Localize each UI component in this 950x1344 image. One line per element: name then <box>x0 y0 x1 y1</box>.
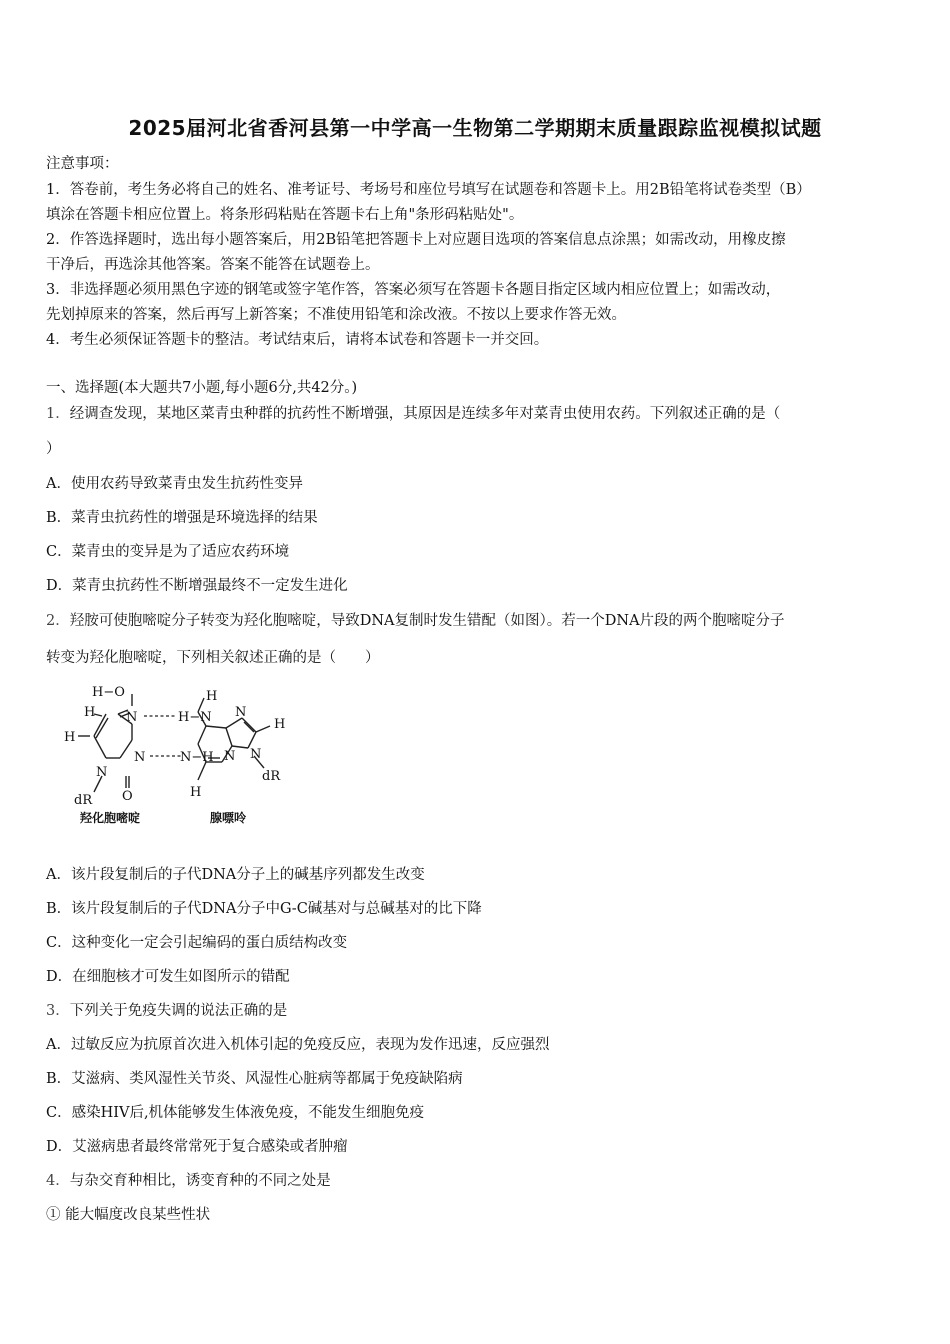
question-1-option-a: A．使用农药导致菜青虫发生抗药性变异 <box>46 476 303 492</box>
question-2-option-b: B．该片段复制后的子代DNA分子中G-C碱基对与总碱基对的比下降 <box>46 901 482 917</box>
question-text: 与杂交育种相比，诱变育种的不同之处是 <box>69 1173 331 1189</box>
atom-label: N−H <box>180 750 214 765</box>
question-4-stem <box>46 1169 331 1190</box>
notice-line: 先划掉原来的答案，然后再写上新答案；不准使用铅笔和涂改液。不按以上要求作答无效。 <box>46 307 626 323</box>
question-2-option-d: D．在细胞核才可发生如图所示的错配 <box>46 969 290 985</box>
atom-label: dR <box>74 793 93 808</box>
question-3-option-b: B．艾滋病、类风湿性关节炎、风湿性心脏病等都属于免疫缺陷病 <box>46 1071 463 1087</box>
question-2-option-a: A．该片段复制后的子代DNA分子上的碱基序列都发生改变 <box>46 867 425 883</box>
atom-label: N <box>224 749 236 764</box>
atom-label: H−N <box>178 710 212 725</box>
notice-line: 2．作答选择题时，选出每小题答案后，用2B铅笔把答题卡上对应题目选项的答案信息点涂黑；如需改动，用橡皮擦 <box>46 232 786 248</box>
question-text: 下列关于免疫失调的说法正确的是 <box>69 1003 288 1019</box>
question-2-stem-cont: 转变为羟化胞嘧啶，下列相关叙述正确的是（ ） <box>46 650 380 666</box>
question-1-option-d: D．菜青虫抗药性不断增强最终不一定发生进化 <box>46 578 348 594</box>
question-text: 经调查发现，某地区菜青虫种群的抗药性不断增强，其原因是连续多年对菜青虫使用农药。下列叙述正确的是（ <box>69 406 781 422</box>
question-text: 羟胺可使胞嘧啶分子转变为羟化胞嘧啶，导致DNA复制时发生错配（如图）。若一个DNA片段的两个胞嘧啶分子 <box>69 613 785 629</box>
atom-label: H <box>84 705 96 720</box>
question-3-option-c: C．感染HIV后,机体能够发生体液免疫，不能发生细胞免疫 <box>46 1105 425 1121</box>
atom-label: N <box>235 705 247 720</box>
atom-label: H <box>206 689 218 704</box>
question-1-option-b: B．菜青虫抗药性的增强是环境选择的结果 <box>46 510 318 526</box>
notice-line: 填涂在答题卡相应位置上。将条形码粘贴在答题卡右上角"条形码粘贴处"。 <box>46 207 524 223</box>
atom-label: H <box>190 785 202 800</box>
notice-line: 3．非选择题必须用黑色字迹的钢笔或签字笔作答，答案必须写在答题卡各题目指定区域内相应位置上；如需改动， <box>46 282 781 298</box>
atom-label: H <box>274 717 286 732</box>
question-number: 2． <box>46 613 70 629</box>
atom-label: N <box>250 747 262 762</box>
atom-label: H−O <box>92 685 125 700</box>
atom-label: N <box>126 710 138 725</box>
atom-label: N <box>96 765 108 780</box>
notice-line: 1．答卷前，考生务必将自己的姓名、准考证号、考场号和座位号填写在试题卷和答题卡上。用2B铅笔将试卷类型（B） <box>46 182 811 198</box>
question-number: 4． <box>46 1173 70 1189</box>
figure-label-right: 腺嘌呤 <box>210 811 247 825</box>
question-1-stem-cont: ） <box>46 441 61 457</box>
notice-heading: 注意事项： <box>46 156 119 172</box>
question-1-stem <box>46 402 780 423</box>
question-3-option-a: A．过敏反应为抗原首次进入机体引起的免疫反应，表现为发作迅速，反应强烈 <box>46 1037 550 1053</box>
atom-label: H <box>64 730 76 745</box>
question-3-stem <box>46 999 287 1020</box>
atom-label: N <box>134 750 146 765</box>
figure-label-left: 羟化胞嘧啶 <box>80 811 141 825</box>
question-3-option-d: D．艾滋病患者最终常常死于复合感染或者肿瘤 <box>46 1139 348 1155</box>
question-2-stem <box>46 609 785 630</box>
atom-label: O <box>122 789 133 804</box>
notice-line: 4．考生必须保证答题卡的整洁。考试结束后，请将本试卷和答题卡一并交回。 <box>46 332 549 348</box>
section-header: 一、选择题(本大题共7小题,每小题6分,共42分。) <box>46 380 358 396</box>
question-1-option-c: C．菜青虫的变异是为了适应农药环境 <box>46 544 290 560</box>
atom-label: dR <box>262 769 281 784</box>
base-pair-figure <box>58 680 318 830</box>
page-title: 2025届河北省香河县第一中学高一生物第二学期期末质量跟踪监视模拟试题 <box>128 116 822 140</box>
question-4-item-1: ① 能大幅度改良某些性状 <box>46 1207 211 1223</box>
question-number: 1． <box>46 406 70 422</box>
notice-line: 干净后，再选涂其他答案。答案不能答在试题卷上。 <box>46 257 380 273</box>
question-number: 3． <box>46 1003 70 1019</box>
question-2-option-c: C．这种变化一定会引起编码的蛋白质结构改变 <box>46 935 348 951</box>
